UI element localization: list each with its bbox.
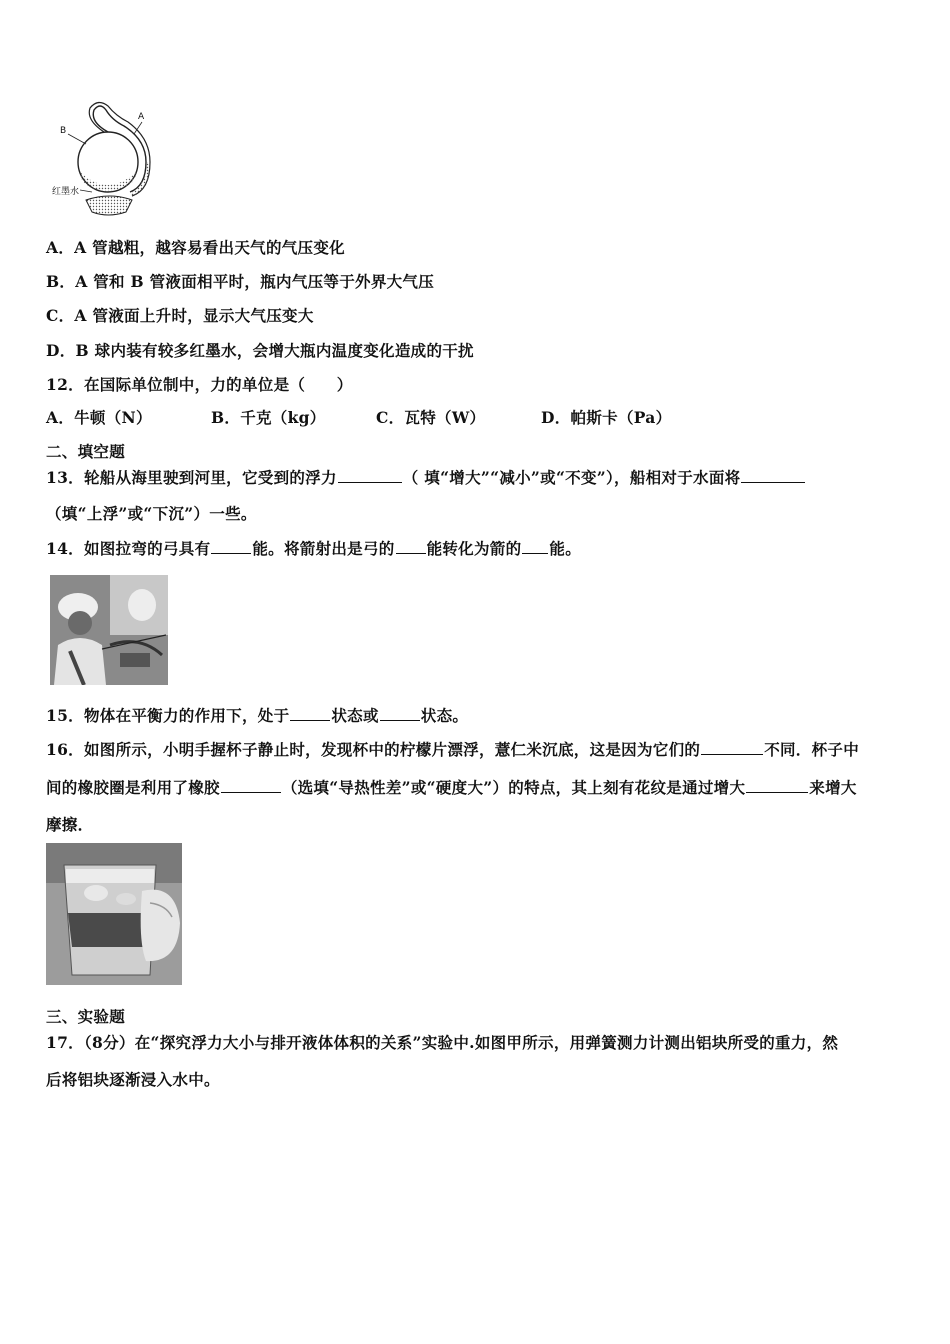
- q11-option-a: A．A 管越粗，越容易看出天气的气压变化: [46, 238, 345, 257]
- q15-text-1: 15．物体在平衡力的作用下，处于: [46, 706, 290, 725]
- q16-text-2: 不同．杯子中: [764, 740, 859, 759]
- q15-text-3: 状态。: [420, 706, 469, 725]
- q14-text-2: 能。将箭射出是弓的: [252, 539, 395, 558]
- q13-text-1: 13．轮船从海里驶到河里，它受到的浮力: [46, 468, 337, 487]
- label-b: B: [60, 126, 67, 136]
- q16-line1: [46, 738, 859, 760]
- label-water-leader: [80, 190, 92, 192]
- cup-image: [46, 843, 182, 985]
- q15-line: [46, 704, 468, 726]
- q11-option-c: C．A 管液面上升时，显示大气压变大: [46, 306, 314, 325]
- q13-blank-1: [338, 468, 402, 483]
- q12-option-b: B．千克（kg）: [211, 408, 326, 427]
- q16-text-4: （选填“导热性差”或“硬度大”）的特点，其上刻有花纹是通过增大: [281, 778, 746, 797]
- q11-option-b: B．A 管和 B 管液面相平时，瓶内气压等于外界大气压: [46, 272, 435, 291]
- q12-option-d: D．帕斯卡（Pa）: [541, 408, 672, 427]
- q16-text-6: 摩擦．: [46, 815, 94, 834]
- q13-line1: [46, 466, 806, 488]
- archer-image: [50, 575, 168, 685]
- label-a: A: [138, 112, 145, 122]
- q12-option-a: A．牛顿（N）: [46, 408, 152, 427]
- cup-photo: [46, 843, 182, 985]
- q16-line2: [46, 776, 857, 798]
- q13-text-2: （ 填“增大”“减小”或“不变”），船相对于水面将: [402, 468, 741, 487]
- label-b-leader: [68, 134, 86, 144]
- q15-blank-1: [290, 706, 330, 721]
- q16-blank-2: [221, 778, 281, 793]
- q14-text-3: 能转化为箭的: [426, 539, 522, 558]
- section-3-title: 三、实验题: [46, 1007, 126, 1026]
- section-2-title: 二、填空题: [46, 442, 126, 461]
- q14-text-4: 能。: [549, 539, 581, 558]
- q14-blank-3: [522, 539, 548, 554]
- q16-text-5: 来增大: [809, 778, 857, 797]
- q14-blank-2: [396, 539, 426, 554]
- q13-blank-2: [741, 468, 805, 483]
- barometer-diagram: [50, 100, 160, 218]
- q14-text-1: 14．如图拉弯的弓具有: [46, 539, 211, 558]
- q16-text-3: 间的橡胶圈是利用了橡胶: [46, 778, 220, 797]
- q16-blank-3: [746, 778, 808, 793]
- q12-stem: 12．在国际单位制中，力的单位是（ ）: [46, 375, 353, 394]
- q17-line2: 后将铝块逐渐浸入水中。: [46, 1070, 220, 1089]
- q11-option-d: D．B 球内装有较多红墨水，会增大瓶内温度变化造成的干扰: [46, 341, 474, 360]
- q16-blank-1: [701, 740, 763, 755]
- q14-line: [46, 537, 581, 559]
- q13-text-3: （填“上浮”或“下沉”）一些。: [46, 504, 257, 523]
- q12-option-c: C．瓦特（W）: [376, 408, 486, 427]
- q15-text-2: 状态或: [331, 706, 379, 725]
- q14-blank-1: [211, 539, 251, 554]
- q15-blank-2: [380, 706, 420, 721]
- archer-photo: [50, 575, 168, 685]
- label-water: 红墨水: [52, 187, 80, 197]
- q16-text-1: 16．如图所示，小明手握杯子静止时，发现杯中的柠檬片漂浮，薏仁米沉底，这是因为它们的: [46, 740, 701, 759]
- q12-options: [46, 406, 671, 428]
- q17-line1: 17．（8分）在“探究浮力大小与排开液体体积的关系”实验中.如图甲所示，用弹簧测力计测出铝块所受的重力，然: [46, 1033, 839, 1052]
